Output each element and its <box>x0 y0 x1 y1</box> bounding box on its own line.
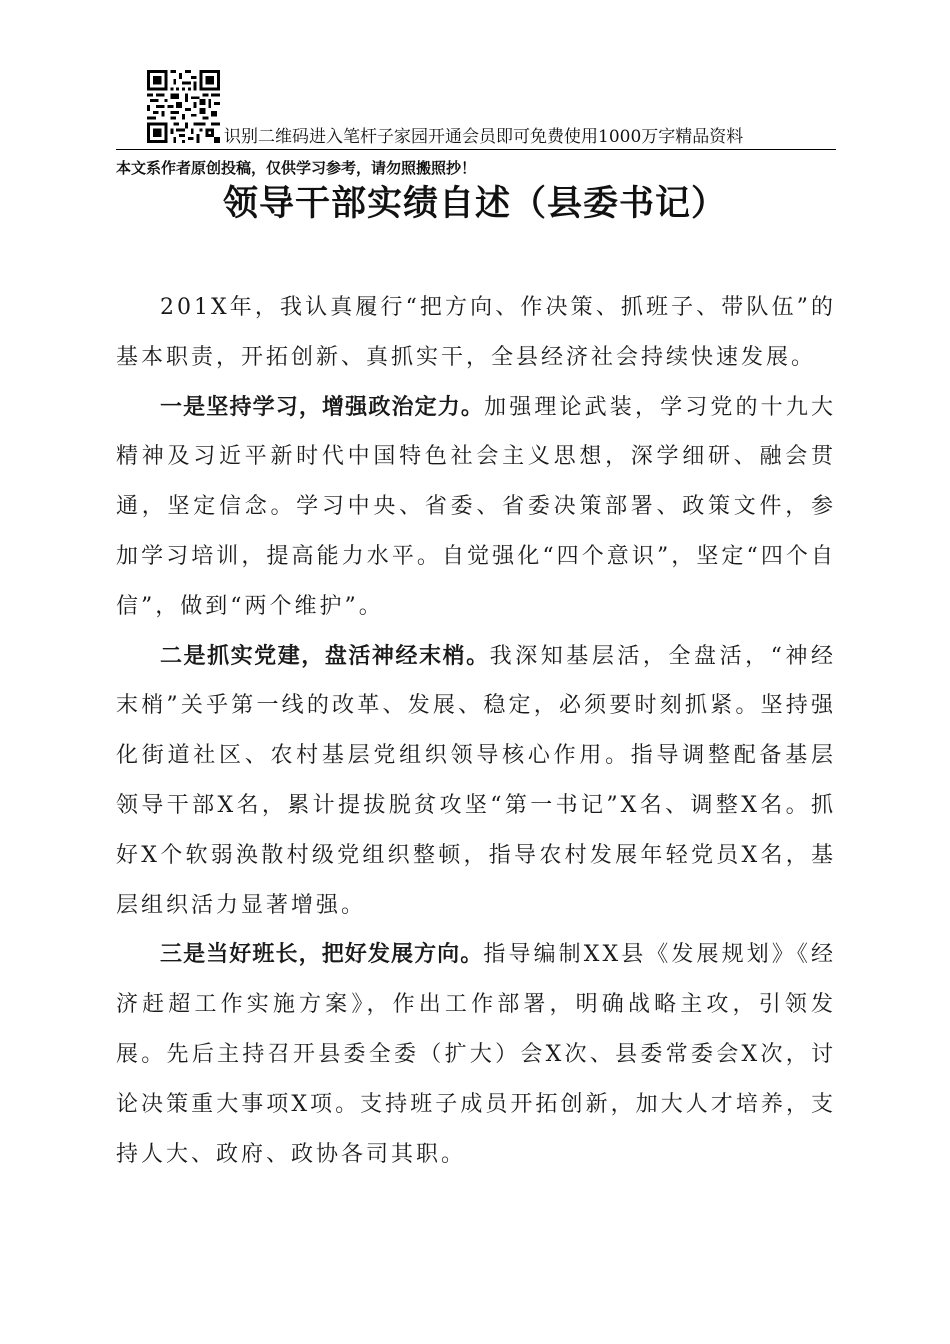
paragraph-text: 加强理论武装，学习党的十九大精神及习近平新时代中国特色社会主义思想，深学细研、融会贯通，坚定信念。学习中央、省委、省委决策部署、政策文件，参加学习培训，提高能力水平。自觉强化“四个意识”，坚定“四个自信”，做到“两个维护”。 <box>116 394 836 619</box>
paragraph-party-building <box>116 632 836 931</box>
document-body <box>116 283 836 1179</box>
qr-code-icon <box>147 70 220 143</box>
paragraph-lead: 三是当好班长，把好发展方向。 <box>160 942 484 968</box>
disclaimer: 本文系作者原创投稿，仅供学习参考，请勿照搬照抄！ <box>116 159 477 177</box>
paragraph-intro <box>116 283 836 383</box>
paragraph-study <box>116 383 836 632</box>
document-title: 领导干部实绩自述（县委书记） <box>222 183 727 224</box>
paragraph-lead: 一是坚持学习，增强政治定力。 <box>160 394 485 420</box>
paragraph-text: 我深知基层活，全盘活，“神经末梢”关乎第一线的改革、发展、稳定，必须要时刻抓紧。坚持强化街道社区、农村基层党组织领导核心作用。指导调整配备基层领导干部X名，累计提拔脱贫攻坚“第一书记”X名、调整X名。抓好X个软弱涣散村级党组织整顿，指导农村发展年轻党员X名，基层组织活力显著增强。 <box>116 643 836 918</box>
paragraph-lead: 二是抓实党建，盘活神经末梢。 <box>160 643 490 669</box>
paragraph-text: 201X年，我认真履行“把方向、作决策、抓班子、带队伍”的基本职责，开拓创新、真抓实干，全县经济社会持续快速发展。 <box>116 295 836 370</box>
header-divider <box>116 149 836 150</box>
paragraph-leadership <box>116 930 836 1179</box>
header-notice: 识别二维码进入笔杆子家园开通会员即可免费使用1000万字精品资料 <box>224 127 744 147</box>
paragraph-text: 指导编制XX县《发展规划》《经济赶超工作实施方案》，作出工作部署，明确战略主攻，引领发展。先后主持召开县委全委（扩大）会X次、县委常委会X次，讨论决策重大事项X项。支持班子成员开拓创新，加大人才培养，支持人大、政府、政协各司其职。 <box>116 942 836 1167</box>
